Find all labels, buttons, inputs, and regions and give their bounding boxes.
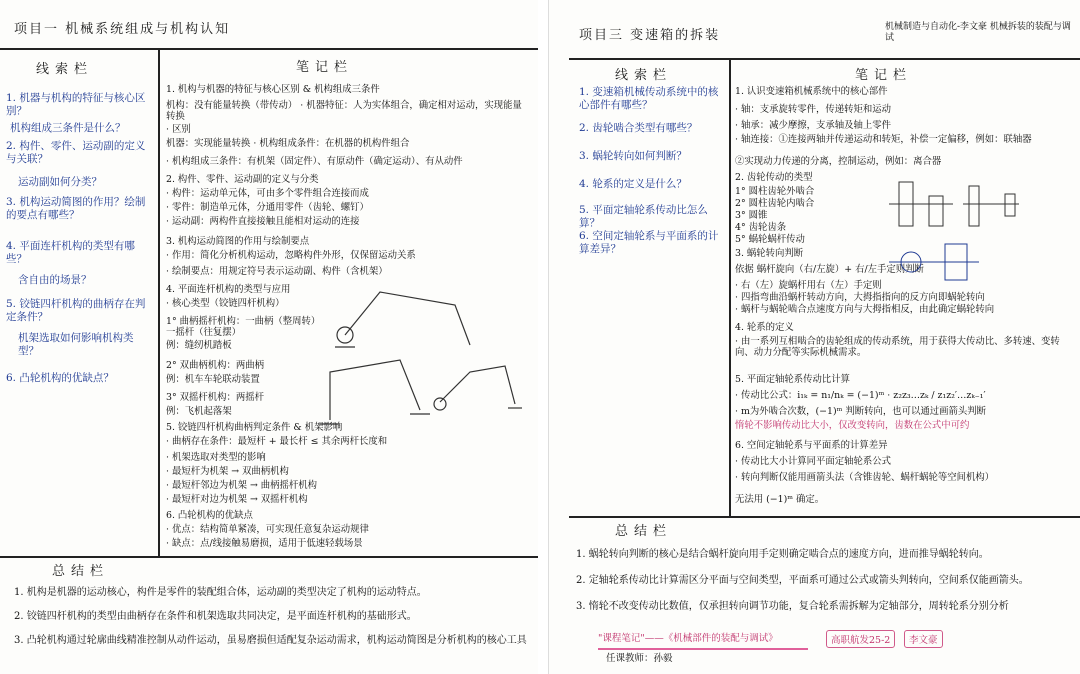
notes-line: 1° 圆柱齿轮外啮合 — [735, 186, 815, 197]
summary-line: 1. 机构是机器的运动核心，构件是零件的装配组合体，运动副的类型决定了机构的运动特点。 — [14, 587, 427, 598]
notes-line: 5. 铰链四杆机构曲柄判定条件 & 机架影响 — [166, 422, 343, 433]
cue-item: 2. 构件、零件、运动副的定义与关联？ — [6, 140, 146, 165]
notes-line: 无法用 (−1)ᵐ 确定。 — [735, 494, 825, 505]
notes-line: 3. 蜗轮转向判断 — [735, 248, 804, 259]
cue-item: 5. 平面定轴轮系传动比怎么算？ — [579, 204, 708, 229]
notes-line: · 构件：运动单元体，可由多个零件组合连接而成 — [166, 188, 369, 199]
cue-item: 含自由的场景？ — [18, 274, 92, 286]
notes-line: · 最短杆邻边为机架 → 曲柄摇杆机构 — [166, 480, 318, 491]
notes-line: 例：机车车轮联动装置 — [166, 374, 260, 385]
notes-line: 例：缝纫机踏板 — [166, 340, 232, 351]
summary-line: 2. 定轴轮系传动比计算需区分平面与空间类型，平面系可通过公式或箭头判转向，空间系仅能画箭头。 — [576, 575, 1029, 586]
notes-line: · 转向判断仅能用画箭头法（含锥齿轮、蜗杆蜗轮等空间机构） — [735, 472, 995, 483]
notes-line: 6. 空间定轴轮系与平面系的计算差异 — [735, 440, 888, 451]
notes-line: · 蜗杆与蜗轮啮合点速度方向与大拇指相反，由此确定蜗轮转向 — [735, 304, 995, 315]
notes-line: · 绘制要点：用规定符号表示运动副、构件（含机架） — [166, 266, 388, 277]
notes-line: 3° 圆锥 — [735, 210, 768, 221]
notes-line: 6. 凸轮机构的优缺点 — [166, 510, 253, 521]
class-tag: 高职航发25-2 — [826, 630, 895, 648]
notes-line: · 零件：制造单元体，分通用零件（齿轮、螺钉） — [166, 202, 369, 213]
gear-sketch — [549, 0, 1080, 674]
notes-line: · 核心类型（铰链四杆机构） — [166, 298, 285, 309]
notes-line: · 区别 — [166, 124, 191, 135]
author-tag: 机械制造与自动化-李文豪 机械拆装的装配与调试 — [885, 22, 1071, 44]
notes-line: · 轴连接：①连接两轴并传递运动和转矩，补偿一定偏移，例如：联轴器 — [735, 134, 1032, 145]
notes-line: 3. 机构运动简图的作用与绘制要点 — [166, 236, 310, 247]
notes-line: 2. 齿轮传动的类型 — [735, 172, 813, 183]
notes-line: · 四指弯曲沿蜗杆转动方向，大拇指指向的反方向即蜗轮转向 — [735, 292, 985, 303]
cue-item: 机构组成三条件是什么？ — [10, 122, 126, 134]
summary-header: 总结栏 — [615, 524, 673, 539]
notes-line: 依据 蜗杆旋向（右/左旋）+ 右/左手定则判断 — [735, 264, 924, 275]
notes-line: · 机构组成三条件：有机架（固定件）、有原动件（确定运动）、有从动件 — [166, 156, 463, 167]
linkage-sketch — [0, 0, 538, 674]
notes-line: · 机架选取对类型的影响 — [166, 452, 266, 463]
page-title: 项目一 机械系统组成与机构认知 — [14, 22, 231, 37]
notes-line: · 运动副：两构件直接接触且能相对运动的连接 — [166, 216, 360, 227]
cue-item: 3. 机构运动简图的作用？绘制的要点有哪些？ — [6, 196, 146, 221]
notes-line: 1. 认识变速箱机械系统中的核心部件 — [735, 86, 888, 97]
notes-line: 机器：实现能量转换 · 机构组成条件：在机器的机构件组合 — [166, 138, 410, 149]
notes-header: 笔记栏 — [296, 60, 354, 75]
notes-line: · m为外啮合次数，(−1)ᵐ 判断转向，也可以通过画箭头判断 — [735, 406, 986, 417]
notes-line: · 最短杆为机架 → 双曲柄机构 — [166, 466, 289, 477]
notes-line: · 传动比公式：i₁ₖ = n₁/nₖ = (−1)ᵐ · z₂z₃…zₖ / z₁z₂′…zₖ₋₁′ — [735, 390, 986, 401]
notes-line: 2. 构件、零件、运动副的定义与分类 — [166, 174, 319, 185]
notes-line: 1. 机构与机器的特征与核心区别 & 机构组成三条件 — [166, 84, 380, 95]
notes-line: 5. 平面定轴轮系传动比计算 — [735, 374, 851, 385]
notes-line: · 缺点：点/线接触易磨损，适用于低速轻载场景 — [166, 538, 363, 549]
cue-item: 1. 变速箱机械传动系统中的核心部件有哪些？ — [579, 86, 719, 111]
cue-header: 线索栏 — [615, 68, 673, 83]
notes-line: · 优点：结构简单紧凑，可实现任意复杂运动规律 — [166, 524, 369, 535]
cue-item: 运动副如何分类？ — [18, 176, 102, 188]
notes-line: 4. 平面连杆机构的类型与应用 — [166, 284, 291, 295]
cue-item: 6. 空间定轴轮系与平面系的计算差异？ — [579, 230, 719, 255]
notes-line: 2° 双曲柄机构：两曲柄 — [166, 360, 265, 371]
notes-line: · 轴：支承旋转零件，传递转矩和运动 — [735, 104, 891, 115]
notes-line: 4. 轮系的定义 — [735, 322, 794, 333]
notes-line: · 右（左）旋蜗杆用右（左）手定则 — [735, 280, 882, 291]
course-note: "课程笔记"——《机械部件的装配与调试》 — [598, 633, 778, 644]
cue-header: 线索栏 — [36, 62, 94, 77]
notes-line: · 最短杆对边为机架 → 双摇杆机构 — [166, 494, 308, 505]
notes-line: · 传动比大小计算同平面定轴轮系公式 — [735, 456, 891, 467]
summary-header: 总结栏 — [52, 564, 110, 579]
teacher-line: 任课教师：孙毅 — [606, 653, 673, 664]
cue-item: 2. 齿轮啮合类型有哪些？ — [579, 122, 698, 134]
notes-line: 惰轮不影响传动比大小，仅改变转向，齿数在公式中可约 — [735, 420, 970, 431]
cue-item: 3. 蜗轮转向如何判断？ — [579, 150, 687, 162]
notes-line: · 轴承：减少摩擦，支承轴及轴上零件 — [735, 120, 891, 131]
notes-line: · 曲柄存在条件：最短杆 + 最长杆 ≤ 其余两杆长度和 — [166, 436, 388, 447]
cue-item: 4. 轮系的定义是什么？ — [579, 178, 687, 190]
notes-line: 1° 曲柄摇杆机构：一曲柄（整周转）一摇杆（往复摆） — [166, 316, 316, 339]
summary-line: 3. 凸轮机构通过轮廓曲线精准控制从动件运动，虽易磨损但适配复杂运动需求，机构运动简图是分析机构的核心工具 — [14, 635, 527, 646]
notes-line: · 由一系列互相啮合的齿轮组成的传动系统，用于获得大传动比、多转速、变转向、动力分配等实际机械需求。 — [735, 336, 1060, 359]
cue-item: 6. 凸轮机构的优缺点？ — [6, 372, 114, 384]
page-title: 项目三 变速箱的拆装 — [579, 28, 721, 43]
notes-line: 5° 蜗轮蜗杆传动 — [735, 234, 805, 245]
notes-line: 4° 齿轮齿条 — [735, 222, 787, 233]
notes-line: 例：飞机起落架 — [166, 406, 232, 417]
cue-item: 机架选取如何影响机构类型？ — [18, 332, 134, 357]
cue-item: 1. 机器与机构的特征与核心区别？ — [6, 92, 146, 117]
summary-line: 3. 惰轮不改变传动比数值，仅承担转向调节功能，复合轮系需拆解为定轴部分，周转轮系分别分析 — [576, 601, 1009, 612]
notes-header: 笔记栏 — [855, 68, 913, 83]
notes-line: ②实现动力传递的分离，控制运动，例如：离合器 — [735, 156, 942, 167]
summary-line: 1. 蜗轮转向判断的核心是结合蜗杆旋向用手定则确定啮合点的速度方向，进而推导蜗轮转向。 — [576, 549, 989, 560]
notes-line: 机构：没有能量转换（带传动） · 机器特征：人为实体组合，确定相对运动，实现能量转换 — [166, 100, 522, 123]
student-name: 李文豪 — [904, 630, 943, 648]
right-note-page — [548, 0, 1080, 674]
notes-line: 2° 圆柱齿轮内啮合 — [735, 198, 815, 209]
cue-item: 5. 铰链四杆机构的曲柄存在判定条件？ — [6, 298, 146, 323]
underline — [598, 648, 808, 650]
cue-item: 4. 平面连杆机构的类型有哪些？ — [6, 240, 135, 265]
notes-line: · 作用：简化分析机构运动，忽略构件外形，仅保留运动关系 — [166, 250, 416, 261]
summary-line: 2. 铰链四杆机构的类型由曲柄存在条件和机架选取共同决定，是平面连杆机构的基础形式。 — [14, 611, 417, 622]
left-note-page — [0, 0, 538, 674]
notes-line: 3° 双摇杆机构：两摇杆 — [166, 392, 265, 403]
